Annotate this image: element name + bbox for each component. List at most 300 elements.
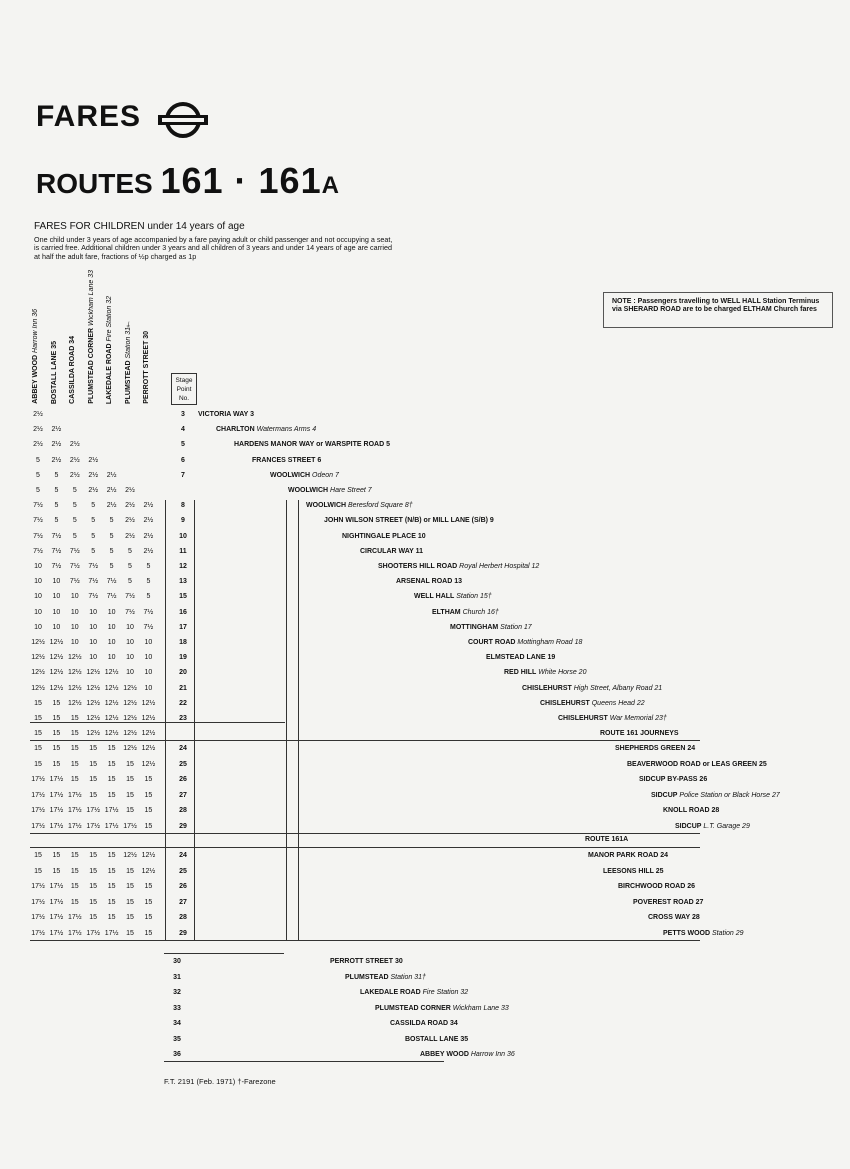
fare-cell: 12½ <box>86 699 100 707</box>
fare-cell: 7½ <box>88 593 99 601</box>
fare-cell: 12½ <box>49 654 64 662</box>
stage-number: 16 <box>179 608 187 616</box>
fare-cell: 15 <box>126 760 134 768</box>
fare-cell: 5 <box>36 487 40 494</box>
fare-cell: 12½ <box>86 684 100 692</box>
fare-cell: 12½ <box>123 715 137 722</box>
stop-label <box>234 437 390 452</box>
stage-number: 30 <box>173 958 181 965</box>
fare-cell: 7½ <box>125 608 135 616</box>
stage-number: 11 <box>179 547 187 555</box>
grid-line <box>165 500 166 940</box>
fare-cell: 15 <box>107 791 116 799</box>
fare-cell: 7½ <box>143 623 154 631</box>
fare-cell: 17½ <box>49 898 64 906</box>
stop-subtitle: High Street, Albany Road 21 <box>571 684 663 692</box>
fare-cell: 10 <box>126 639 134 646</box>
fare-cell: 2½ <box>69 471 80 479</box>
fare-cell: 2½ <box>33 441 43 449</box>
stop-label <box>486 650 555 665</box>
fare-cell: 7½ <box>88 578 99 586</box>
fare-cell: 17½ <box>104 822 119 830</box>
fare-cell: 12½ <box>123 745 137 752</box>
fare-cell: 15 <box>34 867 42 875</box>
stop-label <box>375 1001 509 1016</box>
fare-cell: 2½ <box>88 487 99 494</box>
fare-cell: 12½ <box>123 684 137 692</box>
stop-subtitle: Mottingham Road 18 <box>515 639 583 646</box>
fare-cell: 15 <box>89 745 98 752</box>
fare-cell: 17½ <box>67 822 82 830</box>
stop-name: CHISLEHURST <box>540 699 590 707</box>
fare-cell: 17½ <box>104 929 119 937</box>
stop-name: COURT ROAD <box>468 639 516 646</box>
stage-number: 18 <box>179 639 187 646</box>
stage-number: 17 <box>179 623 187 631</box>
fare-cell: 15 <box>52 852 61 859</box>
fare-cell: 7½ <box>125 593 135 601</box>
stage-number: 33 <box>173 1004 181 1012</box>
fare-cell: 2½ <box>143 547 154 555</box>
stop-label <box>360 544 423 559</box>
fare-cell: 12½ <box>104 730 119 738</box>
fare-cell: 5 <box>109 532 114 540</box>
fare-cell: 15 <box>107 898 116 906</box>
fare-cell: 12½ <box>49 684 64 692</box>
fare-cell: 10 <box>34 593 42 601</box>
fare-cell: 17½ <box>49 929 64 937</box>
fare-cell: 17½ <box>49 791 64 799</box>
stop-label <box>432 605 499 620</box>
fare-cell: 5 <box>146 593 151 601</box>
fare-cell: 15 <box>70 715 79 722</box>
fare-cell: 2½ <box>143 517 154 525</box>
stop-subtitle: L.T. Garage 29 <box>701 822 750 830</box>
fare-cell: 5 <box>54 502 59 510</box>
stage-number: 8 <box>181 502 185 510</box>
fare-cell: 15 <box>70 898 79 906</box>
stop-label <box>558 711 667 726</box>
stop-subtitle: Hare Street 7 <box>328 487 372 494</box>
fare-cell: 15 <box>89 776 98 783</box>
stop-name: MANOR PARK ROAD 24 <box>588 852 668 859</box>
fare-cell: 12½ <box>123 699 137 707</box>
stop-label <box>324 513 494 528</box>
stage-number: 5 <box>181 441 185 449</box>
footer-text: F.T. 2191 (Feb. 1971) †-Farezone <box>164 1077 276 1086</box>
fare-cell: 2½ <box>106 502 117 510</box>
fare-cell: 10 <box>107 654 116 662</box>
fare-cell: 12½ <box>141 745 156 752</box>
stop-name: BIRCHWOOD ROAD 26 <box>618 883 696 890</box>
fare-cell: 5 <box>128 547 132 555</box>
fare-cell: 15 <box>107 852 116 859</box>
fare-cell: 15 <box>107 745 116 752</box>
stop-subtitle: Station 17 <box>498 623 532 631</box>
fare-cell: 5 <box>54 487 59 494</box>
fare-cell: 5 <box>72 517 77 525</box>
stop-name: LEESONS HILL 25 <box>603 867 664 875</box>
fare-cell: 12½ <box>31 654 45 662</box>
fare-cell: 17½ <box>31 929 45 937</box>
fare-cell: 10 <box>52 593 61 601</box>
stop-label <box>648 910 700 925</box>
stop-name: SHEPHERDS GREEN 24 <box>615 745 696 752</box>
fare-cell: 15 <box>144 807 153 814</box>
stage-number: 23 <box>179 715 187 722</box>
fare-cell: 7½ <box>88 563 99 570</box>
fare-cell: 10 <box>70 639 79 646</box>
column-header <box>106 296 113 404</box>
fare-cell: 17½ <box>67 929 82 937</box>
fare-cell: 15 <box>89 760 98 768</box>
stage-number: 27 <box>179 898 187 906</box>
fare-cell: 15 <box>89 898 98 906</box>
fare-cell: 15 <box>107 760 116 768</box>
fare-cell: 10 <box>107 639 116 646</box>
fare-cell: 7½ <box>33 532 43 540</box>
column-header-name: ABBEY WOOD <box>32 355 39 404</box>
stop-label <box>588 848 668 863</box>
fare-cell: 7½ <box>69 563 80 570</box>
stop-subtitle: Beresford Square 8† <box>346 502 413 510</box>
stop-name: PERROTT STREET 30 <box>330 958 403 965</box>
fare-cell: 12½ <box>67 669 82 677</box>
stage-number: 24 <box>179 852 187 859</box>
fare-cell: 2½ <box>33 411 43 418</box>
fare-cell: 12½ <box>141 715 156 722</box>
stop-label <box>420 1047 515 1062</box>
stop-label <box>342 529 426 544</box>
stop-name: WOOLWICH <box>306 502 347 510</box>
fare-cell: 2½ <box>69 441 80 449</box>
stop-label <box>615 741 695 756</box>
fare-cell: 17½ <box>67 807 82 814</box>
fare-cell: 15 <box>126 776 134 783</box>
fare-cell: 10 <box>34 608 42 616</box>
fare-cell: 5 <box>91 517 96 525</box>
stop-label <box>270 468 339 483</box>
routes-heading <box>36 160 339 202</box>
fare-cell: 15 <box>126 807 134 814</box>
fare-cell: 5 <box>54 471 59 479</box>
fare-cell: 17½ <box>49 914 64 921</box>
stop-name: SIDCUP BY-PASS 26 <box>639 776 708 783</box>
fare-cell: 10 <box>70 608 79 616</box>
fare-cell: 12½ <box>104 684 119 692</box>
fare-cell: 15 <box>144 822 153 830</box>
stage-number: 25 <box>179 867 187 875</box>
stage-number: 32 <box>173 989 181 996</box>
fare-cell: 5 <box>91 502 96 510</box>
stop-label <box>288 483 372 498</box>
fare-cell: 12½ <box>67 684 82 692</box>
stop-name: WELL HALL <box>414 593 455 601</box>
fare-cell: 10 <box>126 654 134 662</box>
fare-cell: 17½ <box>67 914 82 921</box>
stop-label <box>345 970 426 985</box>
fare-cell: 10 <box>70 623 79 631</box>
stop-name: POVEREST ROAD 27 <box>633 898 704 906</box>
fare-cell: 15 <box>144 776 153 783</box>
stage-number: 12 <box>179 563 187 570</box>
stop-name: SIDCUP <box>675 822 702 830</box>
stop-label <box>522 681 662 696</box>
fare-cell: 10 <box>144 639 153 646</box>
fare-cell: 15 <box>107 867 116 875</box>
fare-cell: 5 <box>91 547 96 555</box>
stop-name: WOOLWICH <box>270 471 311 479</box>
stage-number: 9 <box>181 517 185 525</box>
fare-cell: 15 <box>89 852 98 859</box>
fare-cell: 17½ <box>49 807 64 814</box>
fare-cell: 2½ <box>88 456 99 464</box>
fare-cell: 15 <box>126 898 134 906</box>
stop-label <box>627 757 767 772</box>
fare-cell: 5 <box>54 517 59 525</box>
fare-cell: 17½ <box>31 791 45 799</box>
fare-cell: 7½ <box>51 547 62 555</box>
fare-cell: 2½ <box>69 456 80 464</box>
stage-number: 29 <box>179 929 187 937</box>
stop-label <box>618 879 695 894</box>
fare-cell: 17½ <box>31 807 45 814</box>
stop-label <box>468 635 582 650</box>
column-header-subtitle: Harrow Inn 36 <box>32 309 39 356</box>
fare-cell: 7½ <box>106 578 117 586</box>
column-header-subtitle: Wickham Lane 33 <box>87 270 95 329</box>
routes-main: 161 · 161 <box>160 160 322 201</box>
stop-label <box>330 954 403 969</box>
fare-cell: 5 <box>109 563 114 570</box>
stop-name: ELMSTEAD LANE 19 <box>486 654 556 662</box>
fare-cell: 7½ <box>69 547 80 555</box>
fare-cell: 15 <box>70 776 79 783</box>
fare-cell: 12½ <box>141 730 156 738</box>
stop-label <box>216 422 316 437</box>
fare-cell: 15 <box>126 791 134 799</box>
fare-cell: 12½ <box>123 852 137 859</box>
fare-cell: 10 <box>52 578 61 586</box>
fare-cell: 15 <box>52 867 61 875</box>
stage-number: 35 <box>173 1035 181 1043</box>
fare-cell: 15 <box>52 715 61 722</box>
fare-cell: 12½ <box>67 699 82 707</box>
stop-subtitle: Queens Head 22 <box>589 699 645 707</box>
stop-name: PLUMSTEAD <box>345 973 389 981</box>
stop-name: MOTTINGHAM <box>450 623 499 631</box>
fare-cell: 12½ <box>104 669 119 677</box>
stop-name: ELTHAM <box>432 608 461 616</box>
stage-number: 3 <box>181 411 185 418</box>
grid-line <box>30 940 700 941</box>
fare-cell: 12½ <box>86 669 100 677</box>
stop-name: HARDENS MANOR WAY or WARSPITE ROAD 5 <box>234 441 390 449</box>
stop-subtitle: Harrow Inn 36 <box>468 1051 515 1058</box>
stop-name: LAKEDALE ROAD <box>360 989 421 996</box>
fare-cell: 5 <box>72 502 77 510</box>
page-title: FARES <box>36 100 142 133</box>
stage-number: 19 <box>179 654 187 662</box>
fare-cell: 15 <box>144 929 153 937</box>
stage-number: 25 <box>179 760 187 768</box>
fare-cell: 10 <box>34 623 42 631</box>
fare-cell: 15 <box>107 776 116 783</box>
fare-cell: 12½ <box>49 669 64 677</box>
stop-label <box>306 498 413 513</box>
grid-line <box>30 722 285 723</box>
fare-cell: 5 <box>146 578 151 586</box>
fare-cell: 12½ <box>141 760 156 768</box>
stop-subtitle: War Memorial 23† <box>607 715 667 722</box>
column-header-name: PLUMSTEAD CORNER <box>87 328 95 404</box>
route-161a-title: ROUTE 161A <box>585 836 629 843</box>
stop-label <box>603 864 664 879</box>
stop-label <box>639 772 707 787</box>
fare-cell: 17½ <box>49 776 64 783</box>
fare-cell: 12½ <box>104 715 119 722</box>
fare-cell: 5 <box>128 563 132 570</box>
fare-cell: 2½ <box>125 517 135 525</box>
fare-cell: 15 <box>89 914 98 921</box>
fare-cell: 15 <box>52 760 61 768</box>
stop-label <box>414 589 492 604</box>
stop-name: NIGHTINGALE PLACE 10 <box>342 532 426 540</box>
column-header <box>51 341 58 404</box>
fare-cell: 2½ <box>88 471 99 479</box>
stage-number: 22 <box>179 699 187 707</box>
stop-name: CHISLEHURST <box>558 715 608 722</box>
grid-line <box>164 1061 444 1062</box>
stop-label <box>450 620 532 635</box>
stage-number: 26 <box>179 883 187 890</box>
stop-subtitle: Wickham Lane 33 <box>450 1004 509 1012</box>
fare-cell: 15 <box>34 852 42 859</box>
stage-number: 27 <box>179 791 187 799</box>
stop-subtitle: Odeon 7 <box>310 471 339 479</box>
stage-number: 31 <box>173 973 181 981</box>
fare-cell: 15 <box>34 715 42 722</box>
column-header <box>69 336 76 404</box>
fare-cell: 17½ <box>123 822 137 830</box>
fare-cell: 17½ <box>67 791 82 799</box>
fare-cell: 5 <box>128 578 132 586</box>
stop-label <box>390 1016 458 1031</box>
fare-cell: 15 <box>70 867 79 875</box>
fare-cell: 5 <box>146 563 151 570</box>
fare-cell: 15 <box>126 867 134 875</box>
fare-cell: 15 <box>126 883 134 890</box>
stop-name: WOOLWICH <box>288 487 329 494</box>
column-header <box>143 331 150 404</box>
children-text: One child under 3 years of age accompanied by a fare paying adult or child passenger and not occupying a seat, is carried free. Additional children under 3 years and all children of 3 years and under 14 years of age are carried at half the adult fare, fractions of ½p charged as 1p <box>34 235 393 261</box>
stop-name: CASSILDA ROAD 34 <box>390 1020 458 1027</box>
stop-label <box>504 665 586 680</box>
grid-line <box>298 500 299 940</box>
fare-cell: 15 <box>89 867 98 875</box>
stop-name: BEAVERWOOD ROAD or LEAS GREEN 25 <box>627 760 767 768</box>
fare-cell: 12½ <box>67 654 82 662</box>
fare-cell: 17½ <box>86 929 100 937</box>
stage-number: 20 <box>179 669 187 677</box>
stop-label <box>378 559 539 574</box>
fare-cell: 15 <box>89 883 98 890</box>
fare-cell: 15 <box>70 883 79 890</box>
stop-label <box>252 453 321 468</box>
stage-number: 7 <box>181 471 185 479</box>
fare-cell: 10 <box>89 654 98 662</box>
stop-subtitle: Watermans Arms 4 <box>254 426 317 434</box>
grid-line <box>30 740 700 741</box>
fare-cell: 15 <box>70 730 79 738</box>
fare-cell: 10 <box>89 639 98 646</box>
fare-cell: 10 <box>126 623 134 631</box>
fare-cell: 5 <box>72 532 77 540</box>
fare-cell: 7½ <box>106 593 117 601</box>
column-header-name: PERROTT STREET 30 <box>143 331 150 404</box>
stop-label <box>396 574 462 589</box>
fare-cell: 15 <box>70 852 79 859</box>
stop-subtitle: Police Station or Black Horse 27 <box>677 791 780 799</box>
fare-cell: 12½ <box>31 684 45 692</box>
stop-subtitle: Royal Herbert Hospital 12 <box>457 563 540 570</box>
stop-subtitle: Station 15† <box>454 593 492 601</box>
stop-name: SHOOTERS HILL ROAD <box>378 563 458 570</box>
fare-cell: 5 <box>109 547 114 555</box>
fare-cell: 10 <box>107 623 116 631</box>
fare-cell: 12½ <box>141 867 156 875</box>
grid-line <box>30 847 700 848</box>
fare-cell: 10 <box>144 654 153 662</box>
fare-cell: 10 <box>34 563 42 570</box>
fare-cell: 2½ <box>125 487 135 494</box>
roundel-logo-icon <box>156 100 210 140</box>
grid-line <box>194 500 195 940</box>
fare-cell: 10 <box>52 608 61 616</box>
fare-cell: 10 <box>70 593 79 601</box>
fare-cell: 15 <box>52 699 61 707</box>
fare-cell: 12½ <box>31 639 45 646</box>
fare-cell: 10 <box>126 669 134 677</box>
stop-name: KNOLL ROAD 28 <box>663 807 720 814</box>
fare-cell: 5 <box>91 532 96 540</box>
stage-number: 4 <box>181 426 185 434</box>
stop-subtitle: Fire Station 32 <box>420 989 469 996</box>
fare-cell: 12½ <box>86 730 100 738</box>
stop-label <box>651 788 780 803</box>
fare-cell: 15 <box>126 929 134 937</box>
stop-name: CHISLEHURST <box>522 684 572 692</box>
fare-cell: 5 <box>36 471 40 479</box>
fare-cell: 17½ <box>86 807 100 814</box>
stop-name: BOSTALL LANE 35 <box>405 1035 469 1043</box>
fare-cell: 17½ <box>104 807 119 814</box>
column-headers <box>30 270 162 404</box>
stop-label <box>663 926 744 941</box>
fare-cell: 15 <box>52 745 61 752</box>
fare-cell: 17½ <box>31 776 45 783</box>
stop-name: CIRCULAR WAY 11 <box>360 547 424 555</box>
column-header-name: CASSILDA ROAD 34 <box>69 336 76 404</box>
fare-cell: 12½ <box>31 669 45 677</box>
fare-cell: 10 <box>107 608 116 616</box>
stage-number: 13 <box>179 578 187 586</box>
fare-cell: 2½ <box>125 502 135 510</box>
note-box: NOTE : Passengers travelling to WELL HALL Station Terminus via SHERARD ROAD are to be charged ELTHAM Church fares <box>603 292 833 328</box>
fare-cell: 17½ <box>49 822 64 830</box>
fare-cell: 5 <box>109 517 114 525</box>
fare-cell: 15 <box>34 745 42 752</box>
